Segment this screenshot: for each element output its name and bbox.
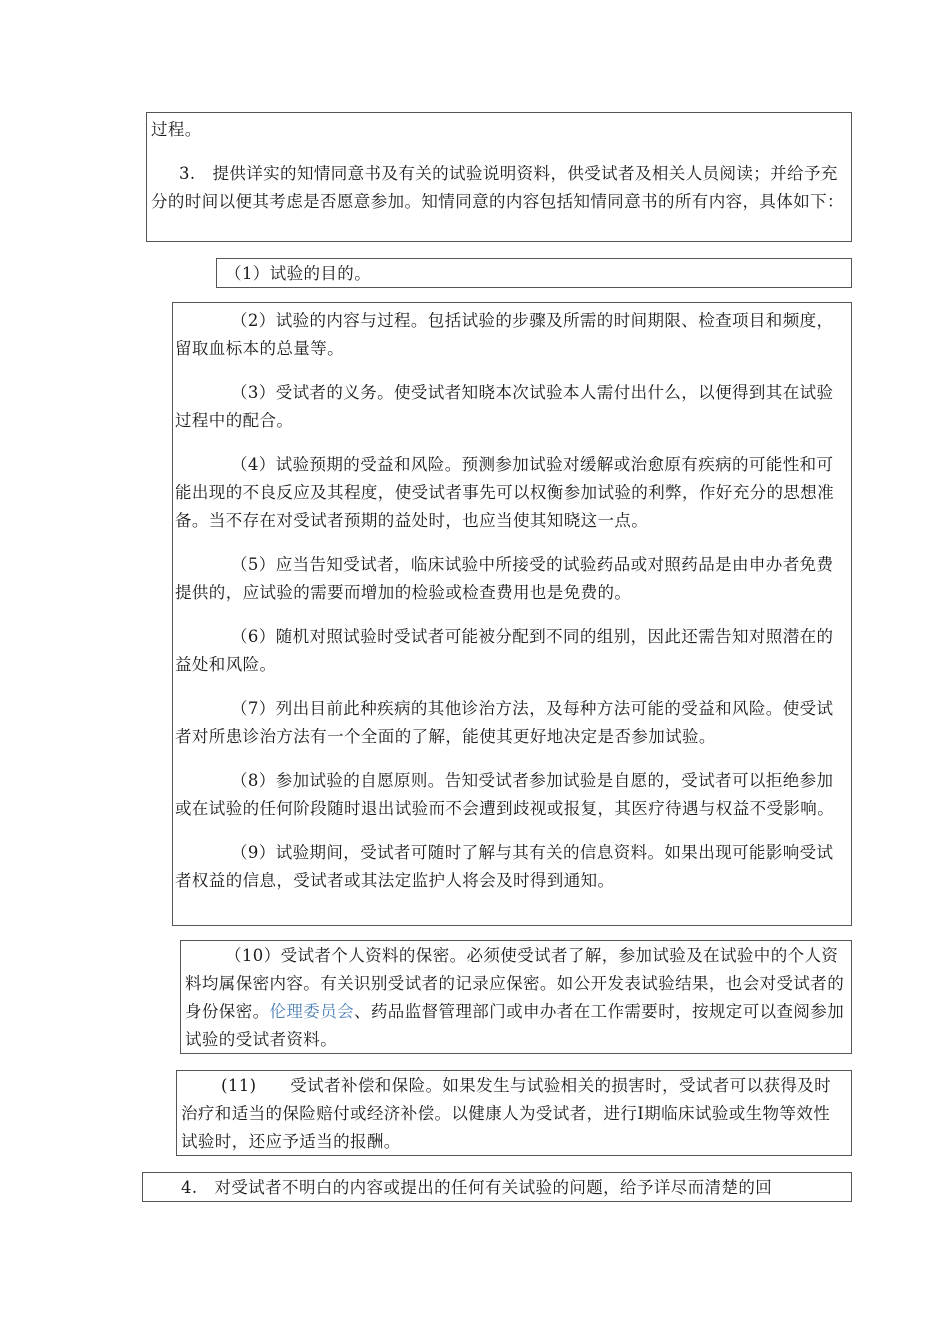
paragraph-item-6: （6）随机对照试验时受试者可能被分配到不同的组别，因此还需告知对照潜在的益处和风险。	[175, 627, 834, 674]
text-box-item-4-answer	[142, 1172, 852, 1202]
text-box-consent-intro	[146, 112, 852, 242]
paragraph-item-5: （5）应当告知受试者，临床试验中所接受的试验药品或对照药品是由申办者免费提供的，应试验的需要而增加的检验或检查费用也是免费的。	[175, 555, 834, 602]
paragraph-item-4-answer: 4. 对受试者不明白的内容或提出的任何有关试验的问题，给予详尽而清楚的回	[181, 1178, 773, 1197]
text-box-item-10	[180, 940, 852, 1054]
item-10-text-b: 、药品监督管理部门或申办者在工作需要时，按规定可以查阅参加试验的受试者资料。	[185, 1002, 845, 1049]
text-box-items-2-9	[172, 302, 852, 926]
item-10-text-a: （10）受试者个人资料的保密。必须使受试者了解，参加试验及在试验中的个人资料均属保密内容。有关识别受试者的记录应保密。如公开发表试验结果，也会对受试者的身份保密。	[185, 946, 845, 1021]
paragraph-item-7: （7）列出目前此种疾病的其他诊治方法，及每种方法可能的受益和风险。使受试者对所患诊治方法有一个全面的了解，能使其更好地决定是否参加试验。	[175, 699, 834, 746]
paragraph-item-3: 3. 提供详实的知情同意书及有关的试验说明资料，供受试者及相关人员阅读；并给予充分的时间以便其考虑是否愿意参加。知情同意的内容包括知情同意书的所有内容，具体如下：	[151, 164, 844, 211]
ethics-committee-text: 伦理委员会	[269, 1002, 354, 1021]
paragraph-item-1: （1）试验的目的。	[225, 264, 372, 283]
text-box-item-1	[216, 258, 852, 288]
paragraph-item-3-obligations: （3）受试者的义务。使受试者知晓本次试验本人需付出什么，以便得到其在试验过程中的配合。	[175, 383, 834, 430]
paragraph-item-11: (11) 受试者补偿和保险。如果发生与试验相关的损害时，受试者可以获得及时治疗和适当的保险赔付或经济补偿。以健康人为受试者，进行Ⅰ期临床试验或生物等效性试验时，还应予适当的报酬。	[181, 1076, 832, 1151]
paragraph-continuation: 过程。	[151, 120, 202, 139]
paragraph-item-8: （8）参加试验的自愿原则。告知受试者参加试验是自愿的，受试者可以拒绝参加或在试验的任何阶段随时退出试验而不会遭到歧视或报复，其医疗待遇与权益不受影响。	[175, 771, 835, 818]
paragraph-item-4: （4）试验预期的受益和风险。预测参加试验对缓解或治愈原有疾病的可能性和可能出现的不良反应及其程度，使受试者事先可以权衡参加试验的利弊，作好充分的思想准备。当不存在对受试者预期的益处时，也应当使其知晓这一点。	[175, 455, 835, 530]
text-box-item-11	[176, 1070, 852, 1156]
paragraph-item-2: （2）试验的内容与过程。包括试验的步骤及所需的时间期限、检查项目和频度，留取血标本的总量等。	[175, 311, 834, 358]
paragraph-item-9: （9）试验期间，受试者可随时了解与其有关的信息资料。如果出现可能影响受试者权益的信息，受试者或其法定监护人将会及时得到通知。	[175, 843, 834, 890]
paragraph-item-10	[185, 942, 847, 1054]
